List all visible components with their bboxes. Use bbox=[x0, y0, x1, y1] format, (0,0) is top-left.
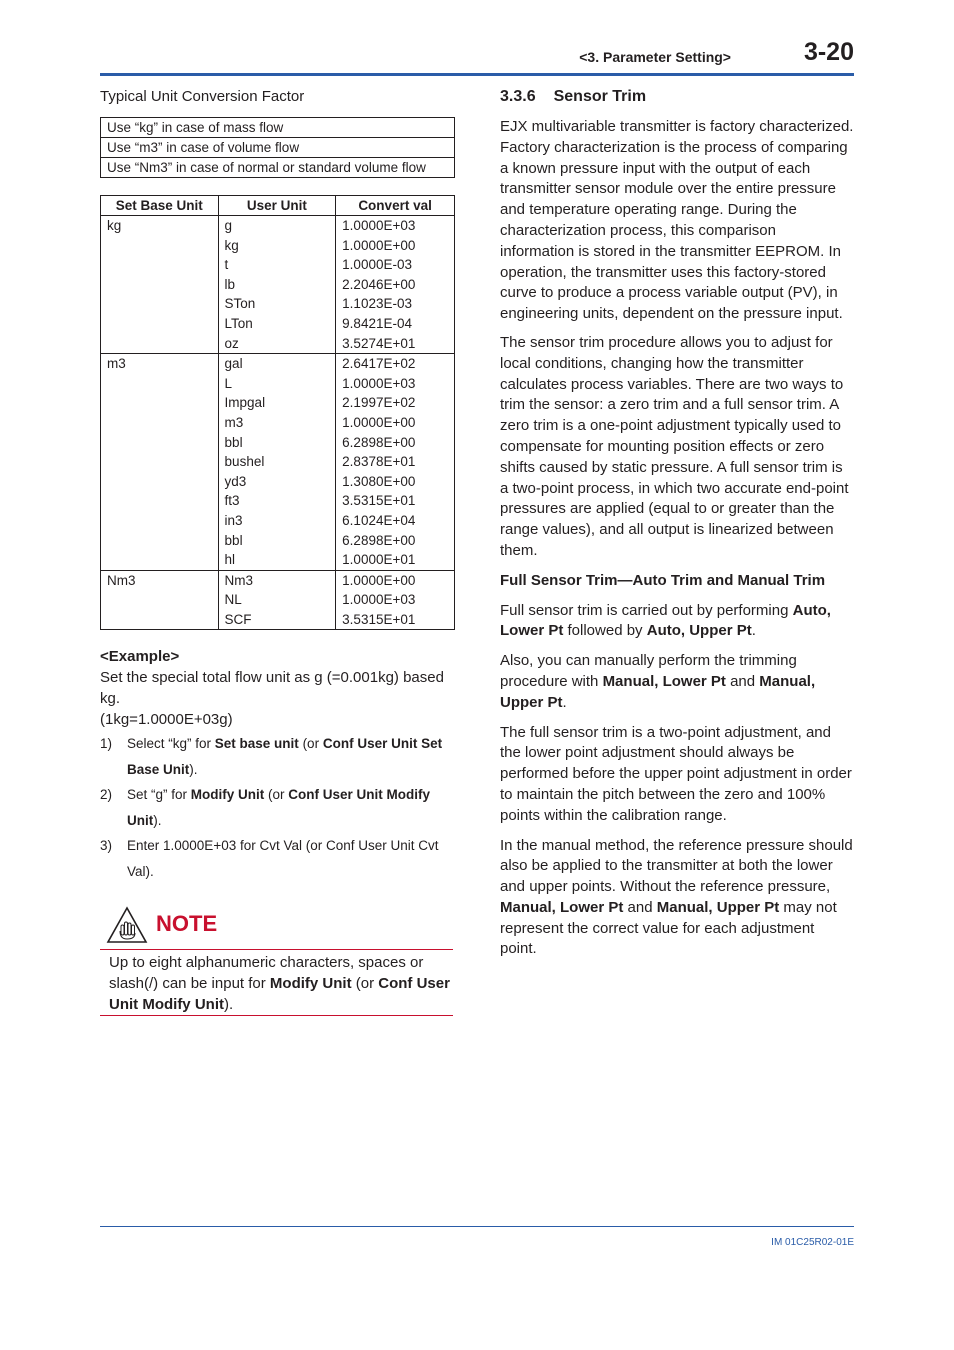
step-text: (or bbox=[264, 787, 289, 802]
user-unit: STon bbox=[224, 296, 256, 312]
convert-val: 1.0000E+01 bbox=[342, 552, 416, 568]
section-title: Sensor Trim bbox=[553, 88, 647, 105]
header-rule bbox=[100, 73, 854, 76]
table-row bbox=[101, 158, 455, 178]
step-number: 2) bbox=[100, 787, 113, 802]
convert-val: 6.2898E+00 bbox=[342, 532, 416, 548]
step-param: Set base unit bbox=[214, 736, 299, 751]
usage-note-cell: Use “kg” in case of mass flow bbox=[101, 118, 455, 138]
document-id: IM 01C25R02-01E bbox=[771, 1237, 854, 1248]
paragraph-sensor-trim: The sensor trim procedure allows you to adjust for local conditions, changing how the transmitter calculates process variables. There are two ways to trim the sensor: a zero trim and a full sensor trim. A zero trim is a one-point adjustment typically used to compensate for mounting position effects or zero shifts caused by static pressure. A full sensor trim is a two-point process, in which two accurate end-point pressures are applied (equal to or greater than the range values), and all output is linearized between them. bbox=[500, 333, 849, 559]
user-unit: SCF bbox=[224, 611, 252, 627]
step-text: Enter 1.0000E+03 for Cvt Val (or Conf User Unit Cvt Val). bbox=[127, 838, 439, 879]
step-param: Conf User Unit Modify Unit bbox=[127, 787, 431, 828]
convert-val: 1.1023E-03 bbox=[342, 296, 412, 312]
convert-val: 1.0000E+00 bbox=[342, 237, 416, 253]
usage-note-cell: Use “m3” in case of volume flow bbox=[101, 138, 455, 158]
convert-val: 3.5315E+01 bbox=[342, 493, 416, 509]
note-bottom-rule bbox=[100, 1015, 453, 1016]
convert-val: 2.6417E+02 bbox=[342, 356, 416, 372]
user-unit: NL bbox=[224, 592, 242, 608]
user-unit-cell bbox=[218, 216, 336, 354]
convert-val: 6.2898E+00 bbox=[342, 434, 416, 450]
unit-usage-table bbox=[100, 117, 455, 178]
user-unit: LTon bbox=[224, 315, 253, 331]
paragraph-auto-trim: Full sensor trim is carried out by performing Auto, Lower Pt followed by Auto, Upper Pt. bbox=[500, 601, 831, 640]
step-number: 1) bbox=[100, 736, 113, 751]
step-text: Select “kg” for bbox=[127, 736, 215, 751]
table-row bbox=[101, 570, 455, 630]
table-row bbox=[101, 216, 455, 354]
caution-hand-icon bbox=[106, 906, 148, 944]
user-unit: Impgal bbox=[224, 395, 266, 411]
column-header: Convert val bbox=[336, 196, 455, 216]
convert-val: 2.2046E+00 bbox=[342, 276, 416, 292]
step-item bbox=[100, 833, 455, 884]
step-param: Conf User Unit Set Base Unit bbox=[127, 736, 443, 777]
user-unit: Nm3 bbox=[224, 572, 254, 588]
user-unit: t bbox=[224, 257, 229, 273]
section-number: 3.3.6 bbox=[500, 88, 536, 105]
user-unit: gal bbox=[224, 356, 243, 372]
table-row bbox=[101, 138, 455, 158]
convert-val: 2.8378E+01 bbox=[342, 454, 416, 470]
base-unit-cell bbox=[101, 354, 219, 571]
convert-val: 3.5274E+01 bbox=[342, 335, 416, 351]
subheading-full-sensor-trim: Full Sensor Trim—Auto Trim and Manual Trim bbox=[500, 571, 826, 589]
page-number: 3-20 bbox=[803, 38, 854, 66]
step-item bbox=[100, 782, 455, 833]
base-unit-cell bbox=[101, 570, 219, 630]
convert-val-cell bbox=[336, 216, 455, 354]
user-unit: in3 bbox=[224, 512, 243, 528]
user-unit-cell bbox=[218, 570, 336, 630]
convert-val: 2.1997E+02 bbox=[342, 395, 416, 411]
section-heading bbox=[500, 87, 854, 107]
user-unit: m3 bbox=[224, 414, 244, 430]
user-unit: g bbox=[224, 218, 233, 233]
user-unit: kg bbox=[224, 237, 239, 253]
paragraph-two-point: The full sensor trim is a two-point adjustment, and the lower point adjustment should always be performed before the upper point adjustment in order to maintain the pitch between the zero and 100% points within the calibration range. bbox=[500, 723, 852, 824]
convert-val: 1.0000E+00 bbox=[342, 414, 416, 430]
column-header: User Unit bbox=[218, 196, 336, 216]
footer-rule bbox=[100, 1226, 854, 1227]
convert-val: 1.0000E+00 bbox=[342, 572, 416, 588]
base-unit: Nm3 bbox=[107, 572, 136, 588]
user-unit: L bbox=[224, 375, 233, 391]
convert-val: 1.3080E+00 bbox=[342, 473, 416, 489]
convert-val-cell bbox=[336, 354, 455, 571]
chapter-title: <3. Parameter Setting> bbox=[579, 49, 731, 65]
step-param: Modify Unit bbox=[190, 787, 265, 802]
step-text: ). bbox=[153, 812, 162, 828]
example-label: <Example> bbox=[100, 648, 180, 665]
user-unit: oz bbox=[224, 335, 239, 351]
note-body: Up to eight alphanumeric characters, spaces or slash(/) can be input for Modify Unit (or Conf User Unit Modify Unit). bbox=[109, 954, 450, 1013]
conversion-factor-title: Typical Unit Conversion Factor bbox=[100, 88, 305, 105]
user-unit: yd3 bbox=[224, 473, 247, 489]
step-list bbox=[100, 731, 455, 884]
example-block bbox=[100, 646, 455, 730]
table-row bbox=[101, 354, 455, 571]
step-text: (or bbox=[298, 736, 323, 751]
user-unit: lb bbox=[224, 276, 236, 292]
column-header: Set Base Unit bbox=[101, 196, 219, 216]
paragraph-manual-trim: Also, you can manually perform the trimming procedure with Manual, Lower Pt and Manual, Upper Pt. bbox=[500, 652, 816, 711]
convert-val: 9.8421E-04 bbox=[342, 315, 412, 331]
note-title: NOTE bbox=[156, 911, 218, 936]
step-item bbox=[100, 731, 455, 782]
paragraph-manual-method: In the manual method, the reference pressure should also be applied to the transmitter at both the lower and upper points. Without the reference pressure, Manual, Lower Pt and Manual, Upper Pt may not represent the correct value for each adjustment point. bbox=[500, 836, 853, 958]
user-unit: hl bbox=[224, 552, 236, 568]
user-unit: ft3 bbox=[224, 493, 240, 509]
step-text: ). bbox=[189, 761, 198, 777]
base-unit: m3 bbox=[107, 356, 126, 372]
base-unit-cell bbox=[101, 216, 219, 354]
convert-val: 3.5315E+01 bbox=[342, 611, 416, 627]
paragraph-characterization: EJX multivariable transmitter is factory characterized. Factory characterization is the process of comparing a known pressure input with the output of each transmitter sensor module over the entire pressure and temperature operating range. During the characterization process, this comparison information is stored in the transmitter EEPROM. In operation, the transmitter uses this factory-stored curve to produce a process variable output (PV), in engineering units, dependent on the pressure input. bbox=[500, 118, 854, 323]
convert-val-cell bbox=[336, 570, 455, 630]
convert-val: 1.0000E+03 bbox=[342, 218, 416, 233]
user-unit-cell bbox=[218, 354, 336, 571]
conversion-table bbox=[100, 195, 455, 630]
table-row bbox=[101, 118, 455, 138]
usage-note-cell: Use “Nm3” in case of normal or standard volume flow bbox=[101, 158, 455, 178]
user-unit: bushel bbox=[224, 454, 265, 470]
sensor-trim-body bbox=[500, 117, 854, 960]
convert-val: 1.0000E+03 bbox=[342, 375, 416, 391]
base-unit: kg bbox=[107, 218, 122, 233]
convert-val: 6.1024E+04 bbox=[342, 512, 416, 528]
example-text: Set the special total flow unit as g (=0.001kg) based kg. bbox=[100, 669, 444, 707]
note-top-rule bbox=[100, 949, 453, 950]
step-number: 3) bbox=[100, 838, 113, 853]
step-text: Set “g” for bbox=[127, 787, 191, 802]
user-unit: bbl bbox=[224, 434, 243, 450]
convert-val: 1.0000E+03 bbox=[342, 592, 416, 608]
example-equation: (1kg=1.0000E+03g) bbox=[100, 711, 233, 728]
user-unit: bbl bbox=[224, 532, 243, 548]
convert-val: 1.0000E-03 bbox=[342, 257, 412, 273]
